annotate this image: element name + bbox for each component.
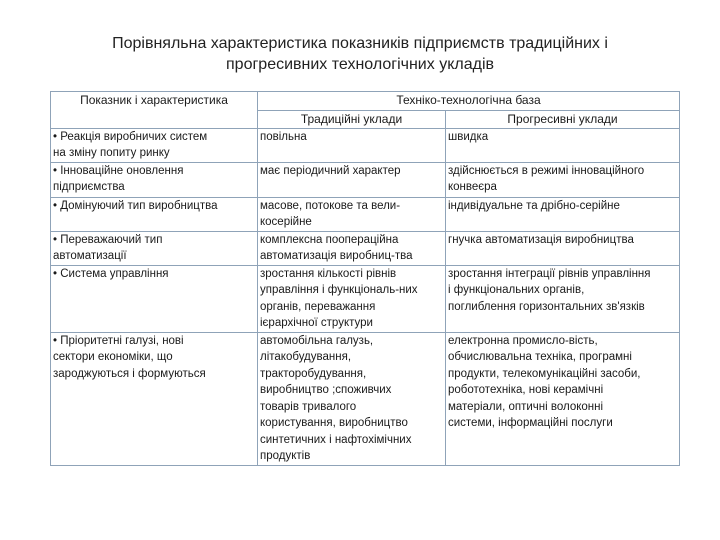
indicator-cell: • Система управління — [51, 265, 258, 332]
indicator-cell: • Переважаючий тип автоматизації — [51, 231, 258, 265]
indicator-cell: • Інноваційне оновлення підприємства — [51, 162, 258, 197]
progressive-cell: електронна промисло-вість, обчислювальна техніка, програмні продукти, телекомунікаційні засоби, робототехніка, нові керамічні матеріали, оптичні волоконні системи, інформаційні послуги — [446, 332, 680, 465]
header-empty — [51, 111, 258, 129]
header-row — [51, 92, 680, 111]
traditional-cell: має періодичний характер — [258, 162, 446, 197]
traditional-cell: зростання кількості рівнів управління і функціональ-них органів, переважання ієрархічної структури — [258, 265, 446, 332]
comparison-table — [50, 91, 680, 466]
indicator-cell: • Реакція виробничих систем на зміну попиту ринку — [51, 128, 258, 162]
header-tech-base: Техніко-технологічна база — [258, 92, 680, 111]
progressive-cell: індивідуальне та дрібно-серійне — [446, 197, 680, 231]
table-row — [51, 128, 680, 162]
table-row — [51, 231, 680, 265]
progressive-cell: зростання інтеграції рівнів управління і функціональних органів, поглиблення горизонтальних зв'язків — [446, 265, 680, 332]
progressive-cell: здійснюється в режимі інноваційного конвеєра — [446, 162, 680, 197]
table-row — [51, 162, 680, 197]
page-title: Порівняльна характеристика показників підприємств традиційних і прогресивних технологічних укладів — [112, 35, 608, 73]
table-row — [51, 265, 680, 332]
table-row — [51, 197, 680, 231]
subheader-row — [51, 111, 680, 129]
header-traditional: Традиційні уклади — [258, 111, 446, 129]
header-progressive: Прогресивні уклади — [446, 111, 680, 129]
traditional-cell: автомобільна галузь, літакобудування, тракторобудування, виробництво ;споживчих товарів тривалого користування, виробництво синтетичних і нафтохімічних продуктів — [258, 332, 446, 465]
traditional-cell: комплексна пooпераційна автоматизація виробниц-тва — [258, 231, 446, 265]
progressive-cell: швидка — [446, 128, 680, 162]
indicator-cell: • Пріоритетні галузі, нові сектори економіки, що зароджуються і формуються — [51, 332, 258, 465]
indicator-cell: • Домінуючий тип виробництва — [51, 197, 258, 231]
progressive-cell: гнучка автоматизація виробництва — [446, 231, 680, 265]
header-indicator: Показник і характеристика — [51, 92, 258, 111]
traditional-cell: масове, потокове та вели- косерійне — [258, 197, 446, 231]
table-row — [51, 332, 680, 465]
traditional-cell: повільна — [258, 128, 446, 162]
